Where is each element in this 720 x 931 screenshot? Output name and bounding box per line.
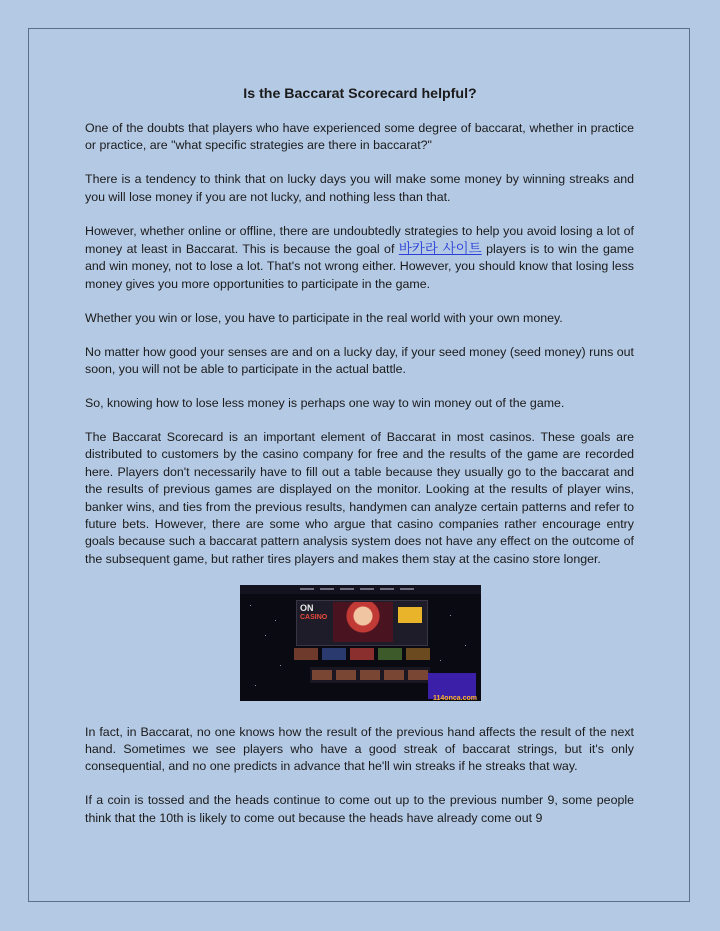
game-tile xyxy=(408,670,428,680)
nav-item xyxy=(300,588,314,590)
paragraph-9: If a coin is tossed and the heads continue to come out up to the previous number 9, some people think that the 10th is likely to come out because the heads have already come out 9 xyxy=(85,793,634,825)
paragraph-3 xyxy=(85,223,634,294)
dealer-image xyxy=(333,602,393,642)
casino-website-screenshot xyxy=(240,585,481,701)
paragraph-6: So, knowing how to lose less money is perhaps one way to win money out of the game. xyxy=(85,395,565,410)
paragraph-2: There is a tendency to think that on lucky days you will make some money by winning streaks and you will lose money if you are not lucky, and nothing less than that. xyxy=(85,172,634,204)
paragraph-3-after: players is to win the game and win money, not to lose a lot. That's not wrong either. However, you should know that losing less money gives you more opportunities to participate in the game. xyxy=(85,242,634,291)
paragraph-4: Whether you win or lose, you have to participate in the real world with your own money. xyxy=(85,310,563,325)
nav-item xyxy=(320,588,334,590)
game-tile xyxy=(336,670,356,680)
game-thumbnail xyxy=(322,648,346,660)
paragraph-8: In fact, in Baccarat, no one knows how the result of the previous hand affects the result of the next hand. Sometimes we see players who have a good streak of baccarat strings, but it's only consequential, and no one predicts in advance that he'll win streaks if he streaks that way. xyxy=(85,724,634,774)
promo-badge xyxy=(398,607,422,623)
game-thumbnail xyxy=(406,648,430,660)
paragraph-1: One of the doubts that players who have experienced some degree of baccarat, whether in practice or practice, are "what specific strategies are there in baccarat?" xyxy=(85,121,634,153)
paragraph-7: The Baccarat Scorecard is an important element of Baccarat in most casinos. These goals are distributed to customers by the casino company for free and the results of the game are recorded here. Players don't necessarily have to fill out a table because they usually go to the baccarat and the results of previous games are displayed on the monitor. Looking at the results of player wins, banker wins, and ties from the previous results, handymen can analyze certain patterns and refer to future bets. However, there are some who argue that casino companies rather encourage entry goals because such a baccarat pattern analysis system does not have any effect on the outcome of the subsequent game, but rather tires players and makes them stay at the casino store longer. xyxy=(85,429,634,566)
baccarat-site-link[interactable]: 바카라 사이트 xyxy=(398,241,482,257)
nav-item xyxy=(380,588,394,590)
paragraph-5: No matter how good your senses are and on a lucky day, if your seed money (seed money) runs out soon, you will not be able to participate in the actual battle. xyxy=(85,344,634,377)
game-tile xyxy=(360,670,380,680)
game-tile xyxy=(384,670,404,680)
nav-item xyxy=(360,588,374,590)
nav-item xyxy=(340,588,354,590)
screenshot-navbar xyxy=(240,585,481,594)
casino-logo: ON CASINO xyxy=(300,602,328,621)
game-thumbnail xyxy=(350,648,374,660)
game-thumbnail xyxy=(378,648,402,660)
article-body xyxy=(85,120,634,844)
brand-url: 114onca.com xyxy=(433,694,477,701)
game-thumbnail-row xyxy=(294,648,432,660)
game-thumbnail xyxy=(294,648,318,660)
nav-item xyxy=(400,588,414,590)
game-selector-row xyxy=(310,667,430,683)
game-tile xyxy=(312,670,332,680)
paragraph-3-before: However, whether online or offline, there are undoubtedly strategies to help you avoid losing a lot of money at least in Baccarat. This is because the goal of xyxy=(85,223,634,257)
page-title: Is the Baccarat Scorecard helpful? xyxy=(243,86,477,102)
